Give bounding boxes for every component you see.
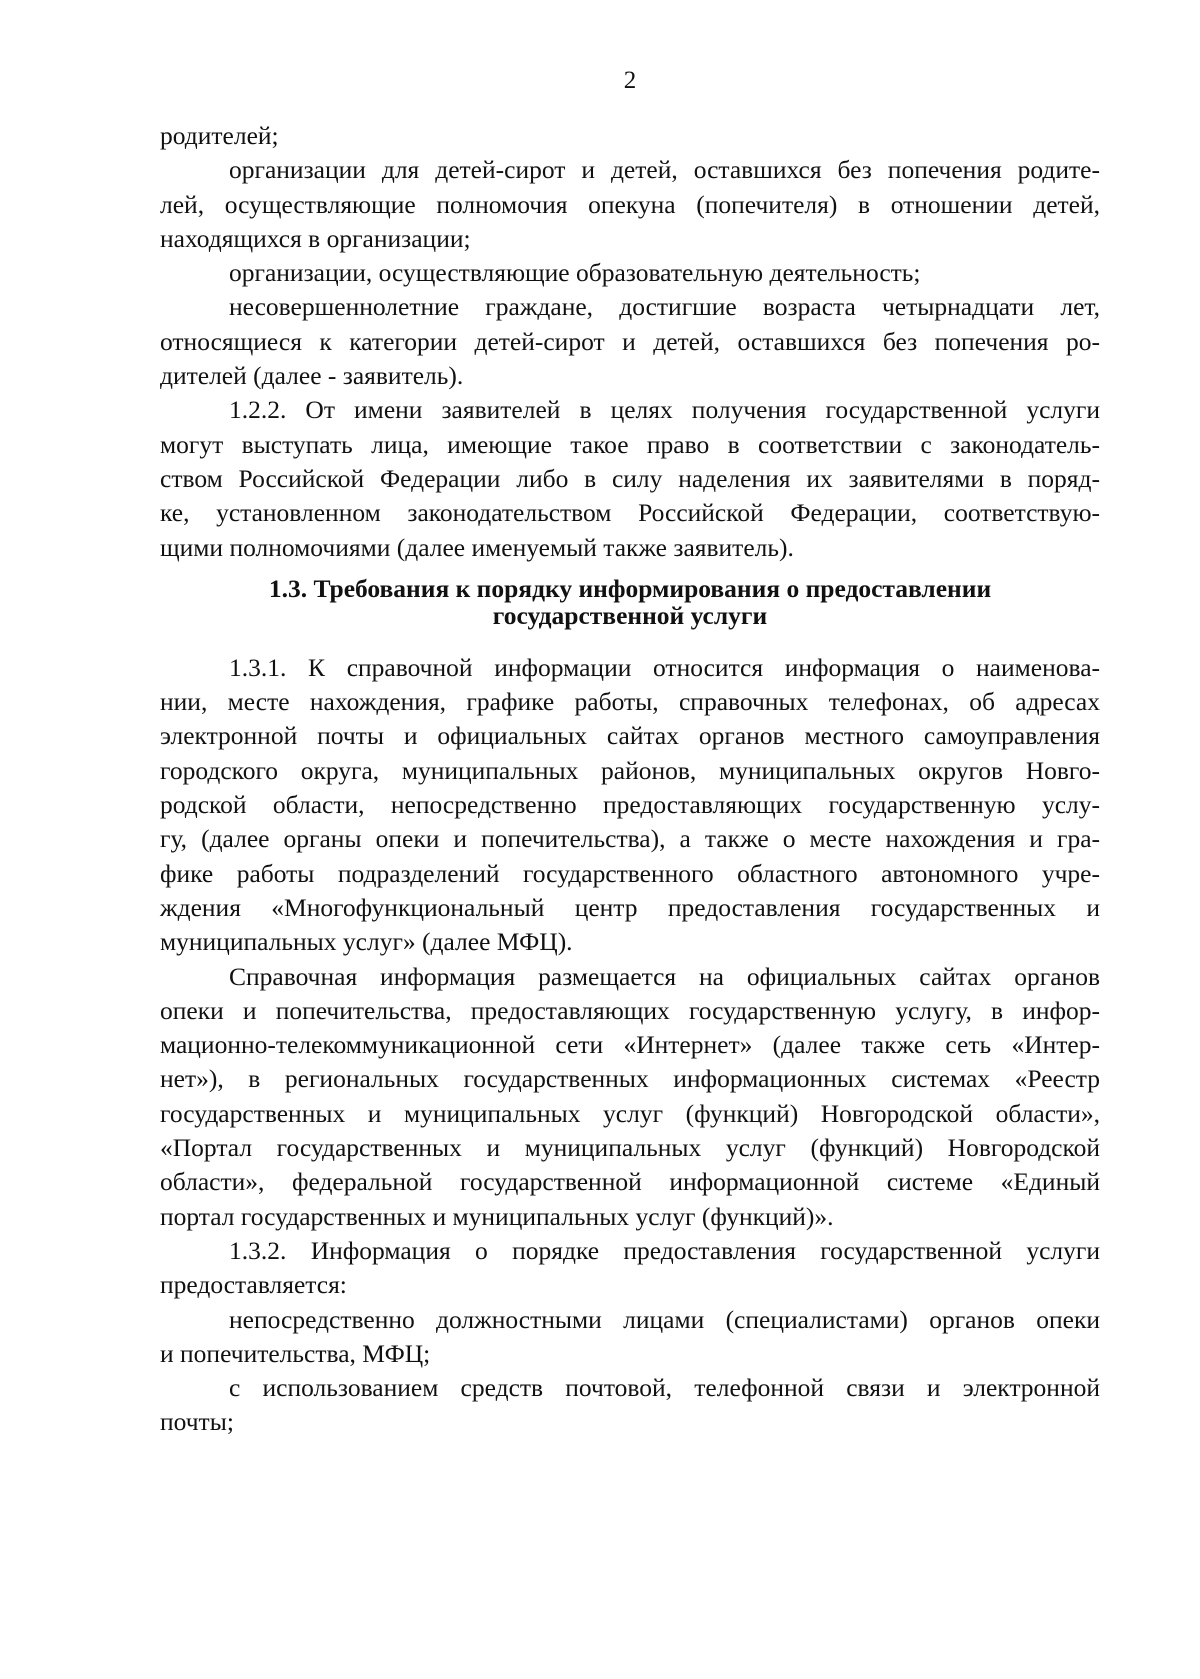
text-line: 1.3.2. Информация о порядке предоставления государственной услуги (229, 1235, 1100, 1265)
text-line: почты; (160, 1407, 234, 1437)
text-line: и попечительства, МФЦ; (160, 1338, 431, 1368)
document-body (160, 119, 1100, 1440)
paragraph (160, 1234, 1100, 1303)
text-line: «Портал государственных и муниципальных услуг (функций) Новгородской (160, 1133, 1100, 1163)
text-line: несовершеннолетние граждане, достигшие возраста четырнадцати лет, (229, 292, 1100, 322)
text-line: ке, установленном законодательством Российской Федерации, соответствую- (160, 498, 1100, 528)
text-line: с использованием средств почтовой, телефонной связи и электронной (229, 1373, 1100, 1403)
paragraphs-before-heading (160, 119, 1100, 565)
text-line: 1.3.1. К справочной информации относится информация о наименова- (229, 652, 1100, 682)
paragraph (160, 960, 1100, 1234)
paragraph (160, 256, 1100, 290)
paragraph (160, 651, 1100, 960)
section-heading (160, 575, 1100, 629)
text-line: 1.2.2. От имени заявителей в целях получения государственной услуги (229, 395, 1100, 425)
text-line: Справочная информация размещается на официальных сайтах органов (229, 961, 1100, 991)
text-line: дителей (далее - заявитель). (160, 361, 464, 391)
paragraph (160, 1371, 1100, 1440)
text-line: ством Российской Федерации либо в силу наделения их заявителями в поряд- (160, 463, 1100, 493)
text-line: родской области, непосредственно предоставляющих государственную услу- (160, 790, 1100, 820)
text-line: предоставляется: (160, 1270, 347, 1300)
heading-line: 1.3. Требования к порядку информирования о предоставлении (268, 573, 992, 603)
paragraphs-after-heading (160, 651, 1100, 1440)
text-line: фике работы подразделений государственного областного автономного учре- (160, 858, 1100, 888)
text-line: нии, месте нахождения, графике работы, справочных телефонах, об адресах (160, 687, 1100, 717)
text-line: могут выступать лица, имеющие такое право в соответствии с законодатель- (160, 429, 1100, 459)
paragraph (160, 393, 1100, 564)
paragraph (160, 290, 1100, 393)
text-line: относящиеся к категории детей-сирот и детей, оставшихся без попечения ро- (160, 326, 1100, 356)
text-line: организации, осуществляющие образовательную деятельность; (229, 258, 921, 288)
heading-line: государственной услуги (492, 600, 768, 630)
text-line: нет»), в региональных государственных информационных системах «Реестр (160, 1064, 1100, 1094)
text-line: портал государственных и муниципальных услуг (функций)». (160, 1201, 834, 1231)
text-line: городского округа, муниципальных районов, муниципальных округов Новго- (160, 755, 1100, 785)
paragraph (160, 153, 1100, 256)
text-line: области», федеральной государственной информационной системе «Единый (160, 1167, 1100, 1197)
text-line: электронной почты и официальных сайтах органов местного самоуправления (160, 721, 1100, 751)
text-line: находящихся в организации; (160, 223, 471, 253)
text-line: лей, осуществляющие полномочия опекуна (попечителя) в отношении детей, (160, 189, 1100, 219)
text-line: опеки и попечительства, предоставляющих государственную услугу, в инфор- (160, 995, 1100, 1025)
paragraph (160, 119, 1100, 153)
text-line: родителей; (160, 121, 279, 150)
text-line: муниципальных услуг» (далее МФЦ). (160, 927, 573, 957)
text-line: организации для детей-сирот и детей, оставшихся без попечения родите- (229, 155, 1100, 185)
paragraph (160, 1303, 1100, 1372)
text-line: государственных и муниципальных услуг (функций) Новгородской области», (160, 1098, 1100, 1128)
text-line: гу, (далее органы опеки и попечительства), а также о месте нахождения и гра- (160, 824, 1100, 854)
text-line: непосредственно должностными лицами (специалистами) органов опеки (229, 1304, 1100, 1334)
text-line: ждения «Многофункциональный центр предоставления государственных и (160, 892, 1100, 922)
text-line: щими полномочиями (далее именуемый также заявитель). (160, 532, 794, 562)
text-line: мационно-телекоммуникационной сети «Интернет» (далее также сеть «Интер- (160, 1030, 1100, 1060)
page-number: 2 (623, 67, 637, 94)
